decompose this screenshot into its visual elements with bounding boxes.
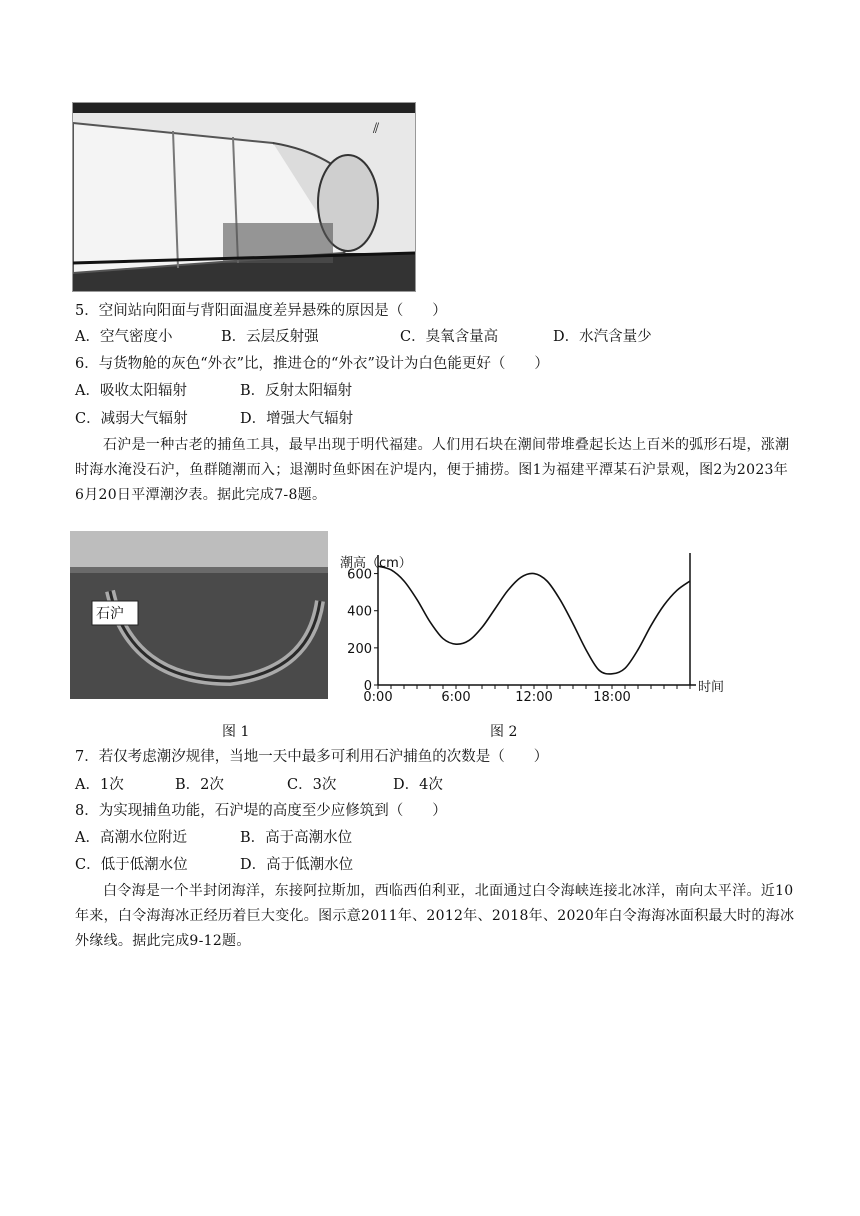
q6-option-c: C．减弱大气辐射 <box>75 411 188 427</box>
question-5-options <box>75 327 795 347</box>
q5-option-a: A．空气密度小 <box>75 329 173 345</box>
shihu-label: 石沪 <box>96 606 124 622</box>
passage-bering-sea: 白令海是一个半封闭海洋，东接阿拉斯加，西临西伯利亚，北面通过白令海峡连接北冰洋，南向太平洋。近10年来，白令海海冰正经历着巨大变化。图示意2011年、2012年、2018年、2020年白令海海冰面积最大时的海冰外缘线。据此完成9-12题。 <box>75 883 795 949</box>
q8-option-c: C．低于低潮水位 <box>75 857 188 873</box>
question-5-stem: 5．空间站向阳面与背阳面温度差异悬殊的原因是（ ） <box>75 303 447 319</box>
y-tick-label-2: 400 <box>347 604 372 620</box>
x-tick-label-3: 18:00 <box>593 690 631 705</box>
question-6-stem: 6．与货物舱的灰色“外衣”比，推进仓的“外衣”设计为白色能更好（ ） <box>75 356 549 372</box>
passage-shihu: 石沪是一种古老的捕鱼工具，最早出现于明代福建。人们用石块在潮间带堆叠起长达上百米的弧形石堤，涨潮时海水淹没石沪，鱼群随潮而入；退潮时鱼虾困在沪堤内，便于捕捞。图1为福建平潭某石沪景观，图2为2023年6月20日平潭潮汐表。据此完成7-8题。 <box>75 437 790 503</box>
space-station-photo <box>72 102 416 292</box>
q5-option-c: C．臭氧含量高 <box>400 329 499 345</box>
q6-option-d: D．增强大气辐射 <box>240 411 354 427</box>
question-8-options-row2 <box>75 855 795 875</box>
x-tick-label-0: 0:00 <box>363 690 393 705</box>
svg-text:⫽: ⫽ <box>373 121 380 137</box>
question-7-stem: 7．若仅考虑潮汐规律，当地一天中最多可利用石沪捕鱼的次数是（ ） <box>75 749 549 765</box>
figure-1-photo <box>70 531 328 699</box>
y-tick-label-1: 200 <box>347 641 372 657</box>
q6-option-a: A．吸收太阳辐射 <box>75 383 187 399</box>
figure-2-caption: 图 2 <box>490 724 518 740</box>
tide-chart <box>340 545 730 710</box>
q5-option-d: D．水汽含量少 <box>553 329 652 345</box>
q7-option-d: D．4次 <box>393 777 443 793</box>
figure-1-caption: 图 1 <box>222 724 250 740</box>
x-tick-label-1: 6:00 <box>441 690 471 705</box>
q8-option-d: D．高于低潮水位 <box>240 857 354 873</box>
x-tick-label-2: 12:00 <box>515 690 553 705</box>
question-7-options <box>75 775 795 795</box>
question-8-stem: 8．为实现捕鱼功能，石沪堤的高度至少应修筑到（ ） <box>75 803 447 819</box>
q7-option-c: C．3次 <box>287 777 337 793</box>
q8-option-a: A．高潮水位附近 <box>75 830 187 846</box>
question-6-options-row2 <box>75 409 795 429</box>
y-tick-label-0: 0 <box>363 679 372 694</box>
question-6-options-row1 <box>75 381 795 401</box>
q6-option-b: B．反射太阳辐射 <box>240 383 353 399</box>
q5-option-b: B．云层反射强 <box>221 329 319 345</box>
q7-option-a: A．1次 <box>75 777 124 793</box>
tide-line <box>378 566 690 674</box>
question-8-options-row1 <box>75 828 795 848</box>
y-axis-label: 潮高（cm） <box>340 556 412 571</box>
q7-option-b: B．2次 <box>175 777 224 793</box>
y-tick-label-3: 600 <box>347 567 372 583</box>
x-axis-label: 时间 <box>698 680 725 695</box>
q8-option-b: B．高于高潮水位 <box>240 830 353 846</box>
